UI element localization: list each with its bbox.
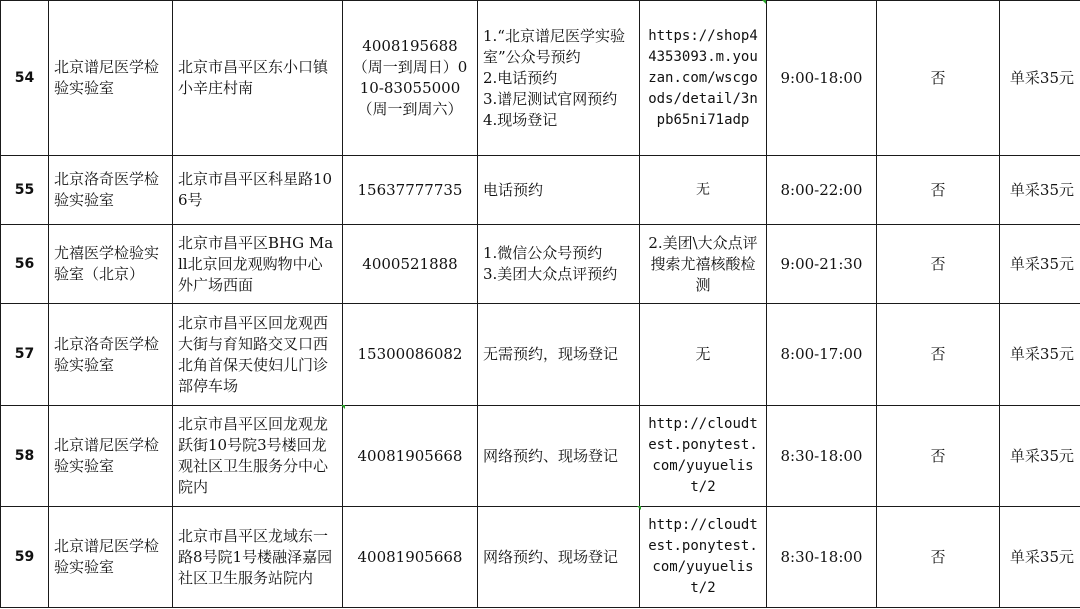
price: 单采35元: [1000, 304, 1080, 406]
table-row: [1, 225, 1080, 304]
lab-address: 北京市昌平区龙域东一路8号院1号楼融泽嘉园社区卫生服务站院内: [173, 507, 343, 608]
booking-link: 无: [640, 156, 767, 225]
cell-comment-marker: [637, 506, 641, 510]
lab-name: 北京谱尼医学检验实验室: [49, 406, 173, 507]
lab-name: 尤禧医学检验实验室（北京）: [49, 225, 173, 304]
booking-method: 网络预约、现场登记: [478, 406, 640, 507]
booking-link: https://shop44353093.m.youzan.com/wscgoods/detail/3npb65ni71adp: [640, 1, 767, 156]
row-number: 59: [1, 507, 49, 608]
contact-phone: 40081905668: [343, 507, 478, 608]
price: 单采35元: [1000, 1, 1080, 156]
lab-name: 北京洛奇医学检验实验室: [49, 156, 173, 225]
yes-no-flag: 否: [877, 225, 1000, 304]
lab-name: 北京洛奇医学检验实验室: [49, 304, 173, 406]
row-number: 55: [1, 156, 49, 225]
contact-phone: 4000521888: [343, 225, 478, 304]
booking-method: 无需预约，现场登记: [478, 304, 640, 406]
row-number: 58: [1, 406, 49, 507]
service-hours: 8:00-17:00: [767, 304, 877, 406]
cell-comment-marker: [762, 0, 766, 4]
price: 单采35元: [1000, 225, 1080, 304]
lab-address: 北京市昌平区回龙观西大街与育知路交叉口西北角首保天使妇儿门诊部停车场: [173, 304, 343, 406]
table-row: [1, 507, 1080, 608]
lab-address: 北京市昌平区科星路106号: [173, 156, 343, 225]
yes-no-flag: 否: [877, 406, 1000, 507]
lab-address: 北京市昌平区东小口镇小辛庄村南: [173, 1, 343, 156]
cell-comment-marker: [341, 405, 345, 409]
row-number: 54: [1, 1, 49, 156]
service-hours: 9:00-18:00: [767, 1, 877, 156]
booking-method: 1.“北京谱尼医学实验室”公众号预约 2.电话预约 3.谱尼测试官网预约 4.现场登记: [478, 1, 640, 156]
lab-name: 北京谱尼医学检验实验室: [49, 507, 173, 608]
service-hours: 8:30-18:00: [767, 507, 877, 608]
contact-phone: 4008195688（周一到周日）010-83055000（周一到周六）: [343, 1, 478, 156]
yes-no-flag: 否: [877, 304, 1000, 406]
table-row: [1, 156, 1080, 225]
booking-method: 电话预约: [478, 156, 640, 225]
service-hours: 9:00-21:30: [767, 225, 877, 304]
row-number: 57: [1, 304, 49, 406]
price: 单采35元: [1000, 156, 1080, 225]
booking-method: 网络预约、现场登记: [478, 507, 640, 608]
booking-link: http://cloudtest.ponytest.com/yuyuelist/2: [640, 406, 767, 507]
service-hours: 8:00-22:00: [767, 156, 877, 225]
booking-method: 1.微信公众号预约 3.美团大众点评预约: [478, 225, 640, 304]
table-row: [1, 1, 1080, 156]
row-number: 56: [1, 225, 49, 304]
lab-address: 北京市昌平区回龙观龙跃街10号院3号楼回龙观社区卫生服务分中心院内: [173, 406, 343, 507]
booking-link: http://cloudtest.ponytest.com/yuyuelist/2: [640, 507, 767, 608]
lab-address: 北京市昌平区BHG Mall北京回龙观购物中心外广场西面: [173, 225, 343, 304]
contact-phone: 40081905668: [343, 406, 478, 507]
yes-no-flag: 否: [877, 156, 1000, 225]
contact-phone: 15637777735: [343, 156, 478, 225]
contact-phone: 15300086082: [343, 304, 478, 406]
table-row: [1, 406, 1080, 507]
yes-no-flag: 否: [877, 507, 1000, 608]
service-hours: 8:30-18:00: [767, 406, 877, 507]
price: 单采35元: [1000, 507, 1080, 608]
price: 单采35元: [1000, 406, 1080, 507]
table-row: [1, 304, 1080, 406]
booking-link: 无: [640, 304, 767, 406]
booking-link: 2.美团\大众点评搜索尤禧核酸检测: [640, 225, 767, 304]
yes-no-flag: 否: [877, 1, 1000, 156]
lab-name: 北京谱尼医学检验实验室: [49, 1, 173, 156]
